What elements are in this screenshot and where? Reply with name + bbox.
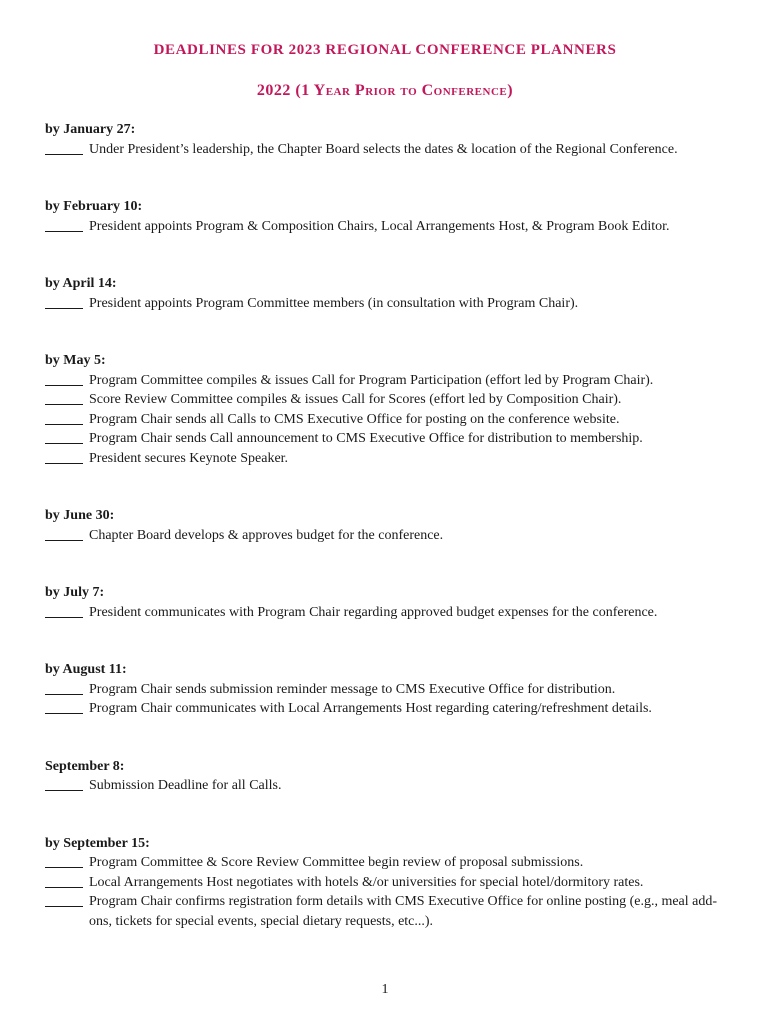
deadline-section [45, 583, 735, 622]
task-item [45, 410, 735, 430]
document-title: DEADLINES FOR 2023 REGIONAL CONFERENCE PLANNERS [153, 42, 617, 58]
checkoff-blank-line [45, 294, 83, 309]
task-item [45, 429, 735, 449]
checkoff-blank-line [45, 410, 83, 425]
section-heading: by April 14: [45, 276, 117, 291]
checkoff-blank-line [45, 873, 83, 888]
page-number: 1 [381, 982, 389, 997]
task-text: President appoints Program & Composition Chairs, Local Arrangements Host, & Program Book Editor. [89, 218, 670, 234]
checkoff-blank-line [45, 429, 83, 444]
task-text: Program Chair sends Call announcement to CMS Executive Office for distribution to membership. [89, 431, 643, 446]
checkoff-blank-line [45, 371, 83, 386]
section-heading: by February 10: [45, 199, 143, 214]
checkoff-blank-line [45, 140, 83, 155]
deadline-section [45, 120, 735, 159]
checkoff-blank-line [45, 892, 83, 907]
deadline-section [45, 197, 735, 236]
deadline-section [45, 757, 735, 796]
task-item [45, 680, 735, 700]
task-item [45, 449, 735, 469]
deadline-section [45, 351, 735, 468]
task-text: Program Chair sends all Calls to CMS Executive Office for posting on the conference website. [89, 411, 620, 427]
task-text: Program Chair communicates with Local Arrangements Host regarding catering/refreshment details. [89, 701, 652, 716]
checkoff-blank-line [45, 390, 83, 405]
section-heading: by January 27: [45, 122, 136, 137]
section-heading: by July 7: [45, 585, 105, 600]
checkoff-blank-line [45, 680, 83, 695]
task-item [45, 140, 735, 160]
task-item [45, 526, 735, 546]
task-text: President communicates with Program Chair regarding approved budget expenses for the conference. [89, 604, 658, 620]
task-text: President appoints Program Committee members (in consultation with Program Chair). [89, 295, 579, 311]
task-text: President secures Keynote Speaker. [89, 450, 289, 466]
deadline-section [45, 274, 735, 313]
deadline-section [45, 506, 735, 545]
checkoff-blank-line [45, 853, 83, 868]
task-text: Score Review Committee compiles & issues Call for Scores (effort led by Composition Chair). [89, 392, 622, 407]
task-item [45, 217, 735, 237]
task-item [45, 699, 735, 719]
checkoff-blank-line [45, 699, 83, 714]
task-text: Program Chair sends submission reminder message to CMS Executive Office for distribution. [89, 681, 616, 697]
deadline-section [45, 834, 735, 932]
checkoff-blank-line [45, 603, 83, 618]
task-item [45, 371, 735, 391]
checkoff-blank-line [45, 449, 83, 464]
section-heading: by August 11: [45, 662, 127, 677]
checkoff-blank-line [45, 776, 83, 791]
checkoff-blank-line [45, 217, 83, 232]
task-text: Under President’s leadership, the Chapter Board selects the dates & location of the Regional Conference. [89, 141, 678, 157]
task-text: Chapter Board develops & approves budget for the conference. [89, 527, 444, 543]
task-item [45, 390, 735, 410]
task-item [45, 853, 735, 873]
task-text: Program Chair confirms registration form details with CMS Executive Office for online posting (e.g., meal add-ons, tickets for special events, special dietary requests, etc...). [89, 894, 718, 929]
section-heading: by September 15: [45, 835, 150, 851]
section-heading: by May 5: [45, 353, 106, 368]
task-text: Submission Deadline for all Calls. [89, 778, 282, 793]
deadline-section [45, 660, 735, 719]
task-item [45, 776, 735, 796]
section-heading: by June 30: [45, 508, 115, 523]
task-text: Program Committee & Score Review Committee begin review of proposal submissions. [89, 855, 584, 870]
checkoff-blank-line [45, 526, 83, 541]
task-item [45, 603, 735, 623]
deadline-sections [45, 120, 735, 969]
task-text: Local Arrangements Host negotiates with hotels &/or universities for special hotel/dormitory rates. [89, 874, 644, 890]
task-item [45, 892, 735, 931]
document-subtitle: 2022 (1 Year Prior to Conference) [256, 82, 514, 99]
task-text: Program Committee compiles & issues Call for Program Participation (effort led by Program Chair). [89, 372, 654, 388]
task-item [45, 873, 735, 893]
task-item [45, 294, 735, 314]
section-heading: September 8: [45, 758, 125, 774]
